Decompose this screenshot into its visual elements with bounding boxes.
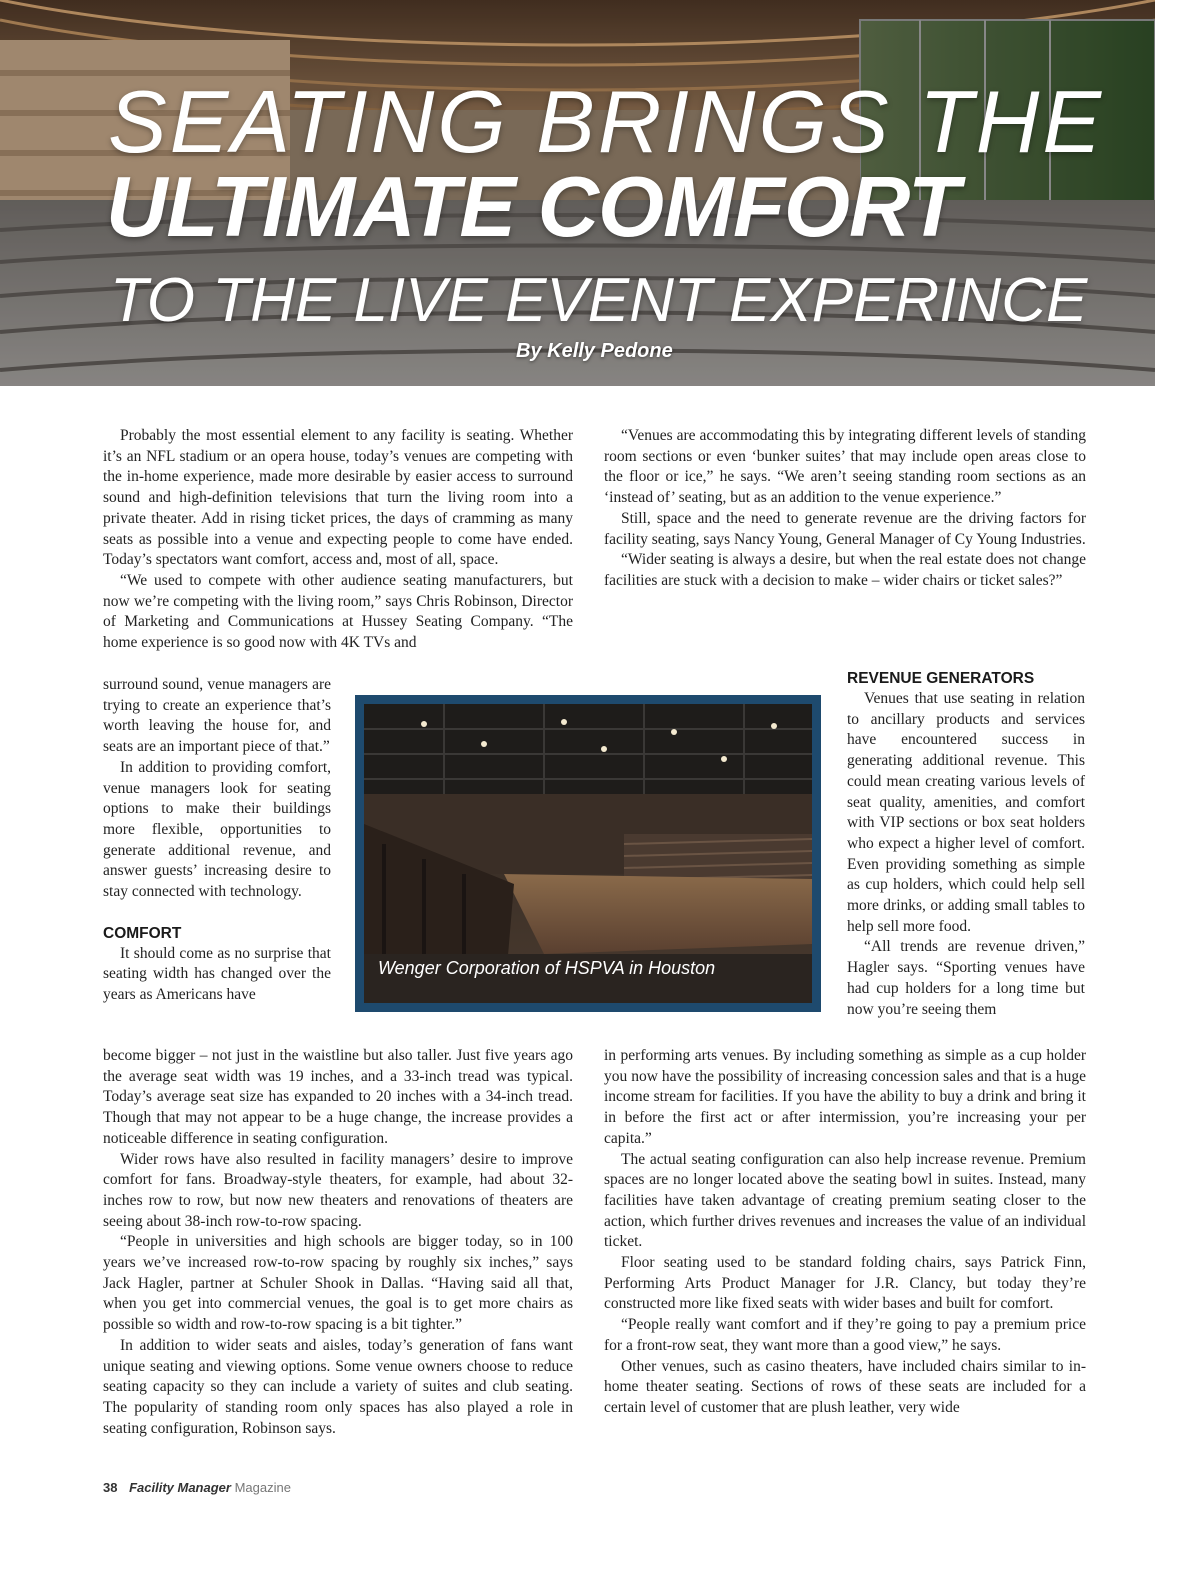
magazine-suffix: Magazine <box>234 1480 291 1495</box>
paragraph: “All trends are revenue driven,” Hagler says. “Sporting venues have had cup holders for a long time but now you’re seeing them <box>847 938 1085 1018</box>
paragraph: “People in universities and high schools are bigger today, so in 100 years we’ve increased row-to-row spacing by roughly six inches,” says Jack Hagler, partner at Schuler Shook in Dallas. “Having said all that, when you get into commercial venues, the goal is to get more chairs as possible so width and row-to-row spacing is a bit tighter.” <box>103 1233 573 1334</box>
paragraph: become bigger – not just in the waistline but also taller. Just five years ago the average seat width was 19 inches, and a 33-inch tread was typical. Today’s average seat size has expanded to 20 inches with a 34-inch tread. Though that may not appear to be a huge change, the increase provides a noticeable difference in seating configuration. <box>103 1047 573 1147</box>
paragraph: Wider rows have also resulted in facility managers’ desire to improve comfort for fans. Broadway-style theaters, for example, had about 32-inches row to row, but now new theaters and renovations of theaters are seeing about 38-inch row-to-row spacing. <box>103 1150 573 1230</box>
column-1-top <box>103 426 573 654</box>
hero-banner <box>0 0 1155 386</box>
page-number: 38 <box>103 1480 118 1495</box>
page-footer <box>103 1480 291 1495</box>
paragraph: Venues that use seating in relation to ancillary products and services have encountered success in generating additional revenue. This could mean creating various levels of seat quality, amenities, and comfort with VIP sections or box seat holders who expect a higher level of comfort. Even providing something as simple as cup holders, which could help sell more drinks, or adding small tables to help sell more food. <box>847 690 1085 935</box>
column-1-narrow <box>103 675 331 1006</box>
column-1-bottom <box>103 1046 573 1439</box>
paragraph: Still, space and the need to generate revenue are the driving factors for facility seating, says Nancy Young, General Manager of Cy Young Industries. <box>604 509 1086 548</box>
paragraph: “Wider seating is always a desire, but when the real estate does not change facilities are stuck with a decision to make – wider chairs or ticket sales?” <box>604 551 1086 589</box>
paragraph: The actual seating configuration can also help increase revenue. Premium spaces are no longer located above the seating bowl in suites. Instead, many facilities have taken advantage of creating premium seating closer to the action, which further drives revenues and increases the value of an individual ticket. <box>604 1150 1086 1251</box>
paragraph: In addition to wider seats and aisles, today’s generation of fans want unique seating and viewing options. Some venue owners choose to reduce seating capacity so they can include a variety of suites and club seating. The popularity of standing room only spaces has also played a role in seating configuration, Robinson says. <box>103 1336 573 1437</box>
paragraph: Floor seating used to be standard folding chairs, says Patrick Finn, Performing Arts Product Manager for J.R. Clancy, but today they’re constructed more like fixed seats with wider bases and built for comfort. <box>604 1254 1086 1313</box>
paragraph: surround sound, venue managers are trying to create an experience that’s worth leaving the house for, and seats are an important piece of that.” <box>103 676 331 756</box>
section-heading-revenue: REVENUE GENERATORS <box>847 670 1035 687</box>
paragraph: In addition to providing comfort, venue managers look for seating options to make their buildings more flexible, opportunities to generate additional revenue, and answer guests’ increasing desire to stay connected with technology. <box>103 758 331 901</box>
paragraph: Other venues, such as casino theaters, have included chairs similar to in-home theater seating. Sections of rows of these seats are included for a certain level of customer that are plush leather, very wide <box>604 1357 1086 1416</box>
magazine-name: Facility Manager <box>129 1480 231 1495</box>
byline: By Kelly Pedone <box>516 340 673 362</box>
paragraph: “Venues are accommodating this by integrating different levels of standing room sections or even ‘bunker suites’ that may include open areas close to the floor or ice,” he says. “We aren’t seeing standing room sections as an ‘instead of’ seating, but as an addition to the venue experience.” <box>604 427 1086 507</box>
title-line-1: SEATING BRINGS THE <box>108 72 1105 171</box>
column-2-top <box>604 426 1086 592</box>
paragraph: in performing arts venues. By including something as simple as a cup holder you now have the possibility of increasing concession sales and that is a huge income stream for facilities. If you have the ability to buy a drink and bring it in before the first act or after intermission, you’re increasing your per capita.” <box>604 1047 1086 1147</box>
column-2-narrow <box>847 668 1085 1020</box>
section-heading-comfort: COMFORT <box>103 924 182 942</box>
paragraph: “We used to compete with other audience seating manufacturers, but now we’re competing with the living room,” says Chris Robinson, Director of Marketing and Communications at Hussey Seating Company. “The home experience is so good now with 4K TVs and <box>103 571 573 652</box>
photo-caption: Wenger Corporation of HSPVA in Houston <box>378 958 716 978</box>
column-2-bottom <box>604 1046 1086 1419</box>
paragraph: Probably the most essential element to any facility is seating. Whether it’s an NFL stadium or an opera house, today’s venues are competing with the in-home experience, made more desirable by easier access to surround sound and high-definition televisions that turn the living room into a private theater. Add in rising ticket prices, the days of cramming as many seats as possible into a venue and expecting people to come have ended. Today’s spectators want comfort, access and, most of all, space. <box>103 427 573 569</box>
title-line-3: TO THE LIVE EVENT EXPERINCE <box>110 266 1088 335</box>
paragraph: “People really want comfort and if they’re going to pay a premium price for a front-row seat, they want more than a good view,” he says. <box>604 1316 1086 1354</box>
title-line-2: ULTIMATE COMFORT <box>106 160 959 255</box>
paragraph: It should come as no surprise that seating width has changed over the years as Americans have <box>103 944 331 1004</box>
